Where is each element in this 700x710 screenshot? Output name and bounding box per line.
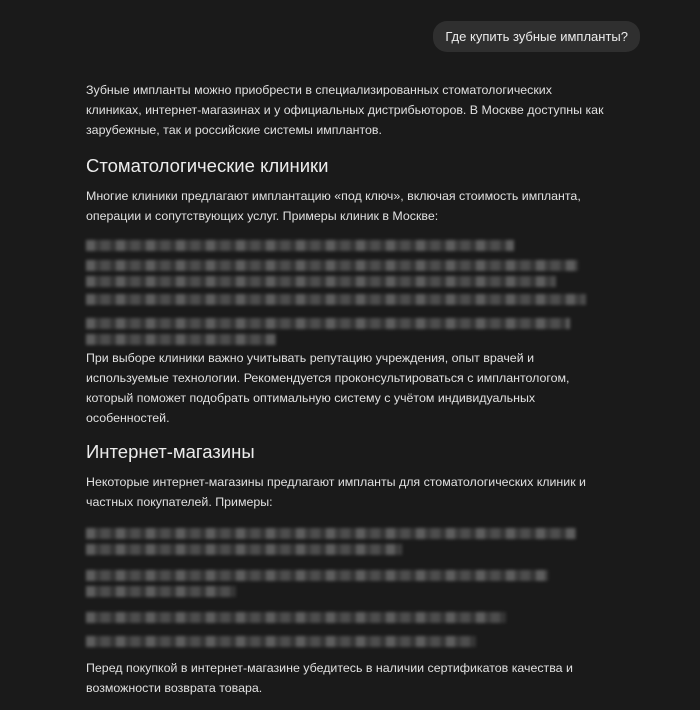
section-after-text-online-stores: Перед покупкой в интернет-магазине убедитесь в наличии сертификатов качества и возможности возврата товара. bbox=[86, 661, 573, 695]
redacted-line bbox=[86, 586, 236, 597]
redacted-line bbox=[86, 334, 276, 345]
redacted-line bbox=[86, 544, 402, 555]
redacted-line bbox=[86, 570, 548, 581]
section-text-clinics: Многие клиники предлагают имплантацию «под ключ», включая стоимость импланта, операции и сопутствующих услуг. Примеры клиник в Москве: bbox=[86, 189, 581, 223]
redacted-clinic-list bbox=[86, 232, 606, 348]
section-after-text-clinics: При выборе клиники важно учитывать репутацию учреждения, опыт врачей и используемые технологии. Рекомендуется проконсультироваться с имплантологом, который поможет подобрать оптимальную систему с учётом индивидуальных особенностей. bbox=[86, 351, 570, 425]
redacted-line bbox=[86, 240, 514, 251]
redacted-line bbox=[86, 260, 578, 271]
redacted-line bbox=[86, 276, 556, 287]
redacted-store-list bbox=[86, 518, 606, 658]
redacted-line bbox=[86, 528, 576, 539]
section-heading-clinics: Стоматологические клиники bbox=[86, 155, 329, 176]
assistant-answer bbox=[86, 80, 606, 698]
user-message-bubble bbox=[433, 21, 640, 52]
redacted-line bbox=[86, 294, 586, 305]
user-message-text: Где купить зубные импланты? bbox=[445, 29, 628, 44]
redacted-line bbox=[86, 636, 476, 647]
answer-intro: Зубные импланты можно приобрести в специализированных стоматологических клиниках, интернет-магазинах и у официальных дистрибьюторов. В Москве доступны как зарубежные, так и российские системы имплантов. bbox=[86, 83, 604, 137]
redacted-line bbox=[86, 612, 506, 623]
redacted-line bbox=[86, 318, 570, 329]
section-heading-online-stores: Интернет-магазины bbox=[86, 441, 255, 462]
section-text-online-stores: Некоторые интернет-магазины предлагают импланты для стоматологических клиник и частных покупателей. Примеры: bbox=[86, 475, 586, 509]
